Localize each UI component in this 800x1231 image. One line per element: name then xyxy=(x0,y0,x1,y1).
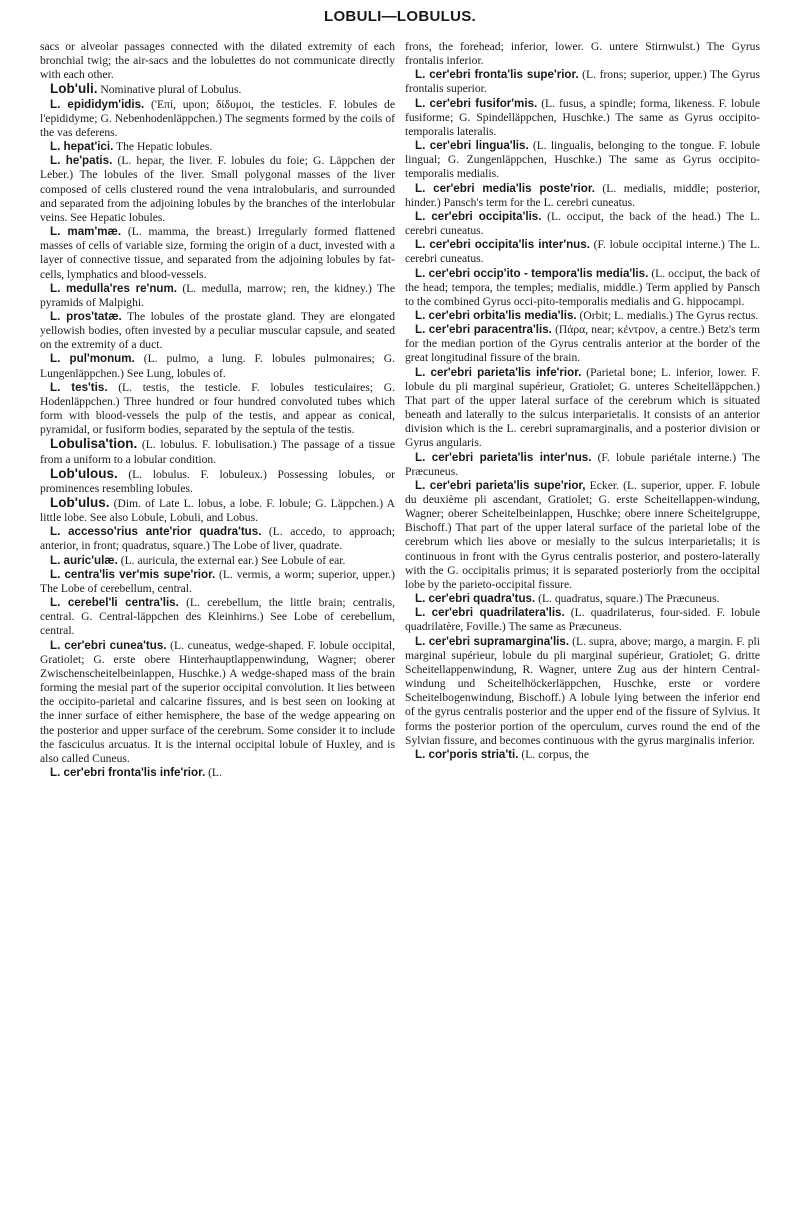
dictionary-entry xyxy=(405,592,760,606)
entry-definition: (L. lingualis, belonging to the tongue. F. lobule lingual; G. Zungenläppchen, Huschke.) The same as Gyrus occipito-temporalis medialis. xyxy=(405,139,760,181)
entry-headword: L. mam'mæ. xyxy=(50,225,122,239)
entry-headword: L. cor'poris stria'ti. xyxy=(415,747,519,761)
dictionary-entry xyxy=(40,766,395,780)
dictionary-entry xyxy=(40,310,395,352)
entry-headword: L. epididym'idis. xyxy=(50,97,145,111)
entry-definition: Nominative plural of Lobulus. xyxy=(97,83,242,97)
entry-definition: sacs or alveolar passages connected with the dilated extremity of each bronchial twig; the air-sacs and the lobulettes do not communicate directly with each other. xyxy=(40,40,395,82)
entry-headword: Lob'ulous. xyxy=(50,465,118,481)
dictionary-entry xyxy=(40,525,395,553)
entry-headword: L. cer'ebri fronta'lis supe'rior. xyxy=(415,68,579,82)
dictionary-entry xyxy=(40,352,395,380)
dictionary-entry xyxy=(40,381,395,438)
dictionary-entry xyxy=(40,225,395,282)
dictionary-entry xyxy=(40,40,395,82)
left-column xyxy=(40,40,395,780)
entry-headword: L. cer'ebri parieta'lis inter'nus. xyxy=(415,450,592,464)
entry-definition: (Πάρα, near; κέντρον, a centre.) Betz's term for the median portion of the Gyrus centralis anterior at the border of the great longitudinal fissure of the brain. xyxy=(405,323,760,365)
entry-headword: L. cer'ebri quadra'tus. xyxy=(415,592,536,606)
dictionary-entry xyxy=(40,639,395,766)
entry-headword: L. pul'monum. xyxy=(50,352,135,366)
entry-definition: (L. pulmo, a lung. F. lobules pulmonaires; G. Lungenläppchen.) See Lung, lobules of. xyxy=(40,352,395,380)
entry-definition: (Dim. of Late L. lobus, a lobe. F. lobule; G. Läppchen.) A little lobe. See also Lobule, Lobuli, and Lobus. xyxy=(40,497,395,525)
dictionary-entry xyxy=(405,267,760,309)
entry-headword: L. cer'ebri lingua'lis. xyxy=(415,139,529,153)
entry-headword: L. accesso'rius ante'rior quadra'tus. xyxy=(50,525,262,539)
entry-headword: Lob'uli. xyxy=(50,81,98,97)
dictionary-entry xyxy=(40,282,395,310)
entry-headword: L. cer'ebri occip'ito - tempora'lis media'lis. xyxy=(415,266,649,280)
entry-definition: (L. lobulus. F. lobuleux.) Possessing lobules, or prominences resembling lobules. xyxy=(40,467,395,495)
entry-definition: (L. quadratus, square.) The Præcuneus. xyxy=(535,592,720,606)
entry-definition: (L. medialis, middle; posterior, hinder.) Pansch's term for the L. cerebri cuneatus. xyxy=(405,181,760,209)
dictionary-entry xyxy=(405,748,760,762)
entry-definition: (L. fusus, a spindle; forma, likeness. F. lobule fusiforme; G. Spindelläppchen, Huschke.) The same as Gyrus occipito-temporalis lateralis. xyxy=(405,96,760,138)
dictionary-entry xyxy=(405,479,760,592)
dictionary-entry xyxy=(405,606,760,634)
entry-definition: (L. cuneatus, wedge-shaped. F. lobule occipital, Gratiolet; G. erste obere Hinterhauptlappenwindung, Wagner; oberer Zwischenscheitelbeinlappen, Huschke.) A wedge-shaped mass of the brain forming the mesial part of the superior occipital convolution. It lies between the occipito-parietal and calcarine fissures, and is best seen on looking at the inner surface of either hemisphere, the base of the wedge appearing on the posterior and upper surface of the cerebrum. Some consider it to include the fasciculus arcuatus. It is the internal occipital lobule of Huxley, and is also called Cuneus. xyxy=(40,638,395,765)
dictionary-entry xyxy=(40,568,395,596)
entry-headword: L. cer'ebri occipita'lis inter'nus. xyxy=(415,238,590,252)
dictionary-entry xyxy=(40,140,395,154)
entry-definition: (L. cerebellum, the little brain; centralis, central. G. Central-läppchen des Kleinhirns.) See Lobe of cerebellum, central. xyxy=(40,596,396,638)
entry-headword: L. cerebel'li centra'lis. xyxy=(50,596,179,610)
dictionary-entry xyxy=(405,139,760,181)
entry-definition: (L. frons; superior, upper.) The Gyrus frontalis superior. xyxy=(405,68,760,96)
entry-definition: (L. hepar, the liver. F. lobules du foie; G. Läppchen der Leber.) The lobules of the liver. Small polygonal masses of the liver composed of cells clustered round the vena intralobularis, and surrounded and separated from the adjoining lobules by the branches of the interlobular veins. See Hepatic lobules. xyxy=(40,154,395,224)
dictionary-entry xyxy=(405,451,760,479)
entry-headword: L. cer'ebri fronta'lis infe'rior. xyxy=(50,765,206,779)
dictionary-entry xyxy=(405,68,760,96)
entry-definition: (F. lobule occipital interne.) The L. cerebri cuneatus. xyxy=(405,238,760,266)
dictionary-entry xyxy=(40,596,395,638)
entry-headword: Lobulisa'tion. xyxy=(50,436,138,452)
entry-headword: L. hepat'ici. xyxy=(50,140,114,154)
entry-definition: Ecker. (L. superior, upper. F. lobule du deuxième pli ascendant, Gratiolet; G. erste Scheitellappen-windung, Wagner; oberer Scheitelbeinlappen, Huschke; obere innere Scheitelgruppe, Bischoff.) That part of the upper lateral surface of the parietal lobe of the cerebrum which lies above or mesially to the sulcus interparietalis; it is continuous in front with the Gyrus centralis posterior, and postero-laterally with the G. occipitalis primus; it is separated posteriorly from the occipital lobe by the parieto-occipital fissure. xyxy=(405,478,760,591)
dictionary-entry xyxy=(405,182,760,210)
entry-definition: (F. lobule pariétale interne.) The Præcuneus. xyxy=(405,450,760,478)
entry-definition: (L. corpus, the xyxy=(518,747,589,761)
entry-headword: L. cer'ebri paracentra'lis. xyxy=(415,323,552,337)
dictionary-entry xyxy=(40,98,395,140)
entry-definition: (L. supra, above; margo, a margin. F. pli marginal supérieur, lobule du pli marginal supérieur, Gratiolet; G. dritte Scheitellappenwindung, R. Wagner, untere Zug aus der hintern Central-windung und Scheitelhöckerläppchen, Huschke, erste or vordere Scheitelbogenwindung, Bischoff.) A lobule lying between the inferior end of the gyrus centralis posterior and the upper end of the fissure of Sylvius. It forms the posterior portion of the operculum, curves round the end of the Sylvian fissure, and becomes continuous with the gyrus marginalis inferior. xyxy=(405,634,760,747)
entry-headword: L. cer'ebri cunea'tus. xyxy=(50,638,167,652)
entry-definition: (L. accedo, to approach; anterior, in front; quadratus, square.) The Lobe of liver, quadrate. xyxy=(40,525,395,553)
dictionary-entry xyxy=(40,496,395,525)
entry-definition: frons, the forehead; inferior, lower. G. untere Stirnwulst.) The Gyrus frontalis inferior. xyxy=(405,40,760,68)
entry-definition: (L. testis, the testicle. F. lobules testiculaires; G. Hodenläppchen.) Three hundred or four hundred convoluted tubes which form with blood-vessels the pulp of the testis, and appear as conical, pyramidal, or fusiform bodies, separated by the septula of the testis. xyxy=(40,380,395,437)
entry-definition: ('Επί, upon; δίδυμοι, the testicles. F. lobules de l'epididyme; G. Nebenhodenläppchen.) The segments formed by the coils of the vas deferens. xyxy=(40,97,395,139)
entry-definition: (L. mamma, the breast.) Irregularly formed flattened masses of cells of variable size, forming the origin of a duct, invested with a layer of connective tissue, and separated from the adjoining lobules by fat-cells, lymphatics and blood-vessels. xyxy=(40,225,395,281)
entry-definition: (L. xyxy=(205,765,222,779)
dictionary-entry xyxy=(405,323,760,365)
entry-headword: L. pros'tatæ. xyxy=(50,309,122,323)
entry-definition: The Hepatic lobules. xyxy=(113,140,213,154)
dictionary-entry xyxy=(405,635,760,748)
entry-headword: L. cer'ebri quadrilatera'lis. xyxy=(415,606,565,620)
entry-definition: (Orbit; L. medialis.) The Gyrus rectus. xyxy=(576,308,759,322)
entry-headword: L. he'patis. xyxy=(50,154,113,168)
dictionary-entry xyxy=(405,97,760,139)
entry-definition: (L. auricula, the external ear.) See Lobule of ear. xyxy=(117,553,346,567)
entry-headword: L. cer'ebri media'lis poste'rior. xyxy=(415,181,595,195)
entry-headword: L. cer'ebri orbita'lis media'lis. xyxy=(415,308,577,322)
entry-headword: Lob'ulus. xyxy=(50,495,110,510)
dictionary-entry xyxy=(40,554,395,568)
dictionary-entry xyxy=(405,210,760,238)
entry-headword: L. tes'tis. xyxy=(50,380,108,394)
right-column xyxy=(405,40,760,762)
entry-definition: The lobules of the prostate gland. They are elongated yellowish bodies, often invested by a peculiar muscular capsule, and seated on the extremity of a duct. xyxy=(40,309,396,352)
dictionary-entry xyxy=(405,238,760,266)
entry-headword: L. cer'ebri parieta'lis supe'rior, xyxy=(415,478,586,492)
entry-definition: (L. occiput, the back of the head; tempora, the temples; medialis, middle.) Term applied by Pansch to the combined Gyrus occi-pito-temporalis medialis and G. hippocampi. xyxy=(405,266,760,308)
entry-headword: L. centra'lis ver'mis supe'rior. xyxy=(50,567,216,581)
dictionary-entry xyxy=(405,309,760,323)
dictionary-entry xyxy=(40,467,395,496)
page-header: LOBULI—LOBULUS. xyxy=(324,8,476,25)
entry-headword: L. cer'ebri fusifor'mis. xyxy=(415,96,538,110)
entry-headword: L. cer'ebri parieta'lis infe'rior. xyxy=(415,365,582,379)
entry-definition: (L. medulla, marrow; ren, the kidney.) The pyramids of Malpighi. xyxy=(40,281,395,309)
entry-headword: L. cer'ebri supramargina'lis. xyxy=(415,634,570,648)
dictionary-entry xyxy=(40,154,395,225)
dictionary-entry xyxy=(40,437,395,466)
entry-definition: (L. occiput, the back of the head.) The L. cerebri cuneatus. xyxy=(405,209,760,238)
dictionary-entry xyxy=(40,82,395,97)
dictionary-entry xyxy=(405,366,760,451)
entry-definition: (L. lobulus. F. lobulisation.) The passage of a tissue from a uniform to a lobular condition. xyxy=(40,438,395,466)
entry-definition: (L. quadrilaterus, four-sided. F. lobule quadrilatère, Foville.) The same as Præcuneus. xyxy=(405,606,761,634)
entry-definition: (Parietal bone; L. inferior, lower. F. lobule du pli marginal supérieur, Gratiolet; G. unteres Scheitelläppchen.) That part of the upper lateral surface of the cerebrum which is situated beneath and laterally to the sulcus interparietalis. It consists of an anterior division which is the L. cerebri supramarginalis, and a posterior division or Gyrus angularis. xyxy=(405,365,761,450)
entry-headword: L. auric'ulæ. xyxy=(50,553,118,567)
entry-definition: (L. vermis, a worm; superior, upper.) The Lobe of cerebellum, central. xyxy=(40,567,395,595)
dictionary-entry xyxy=(405,40,760,68)
entry-headword: L. cer'ebri occipita'lis. xyxy=(415,209,542,223)
entry-headword: L. medulla'res re'num. xyxy=(50,281,178,295)
